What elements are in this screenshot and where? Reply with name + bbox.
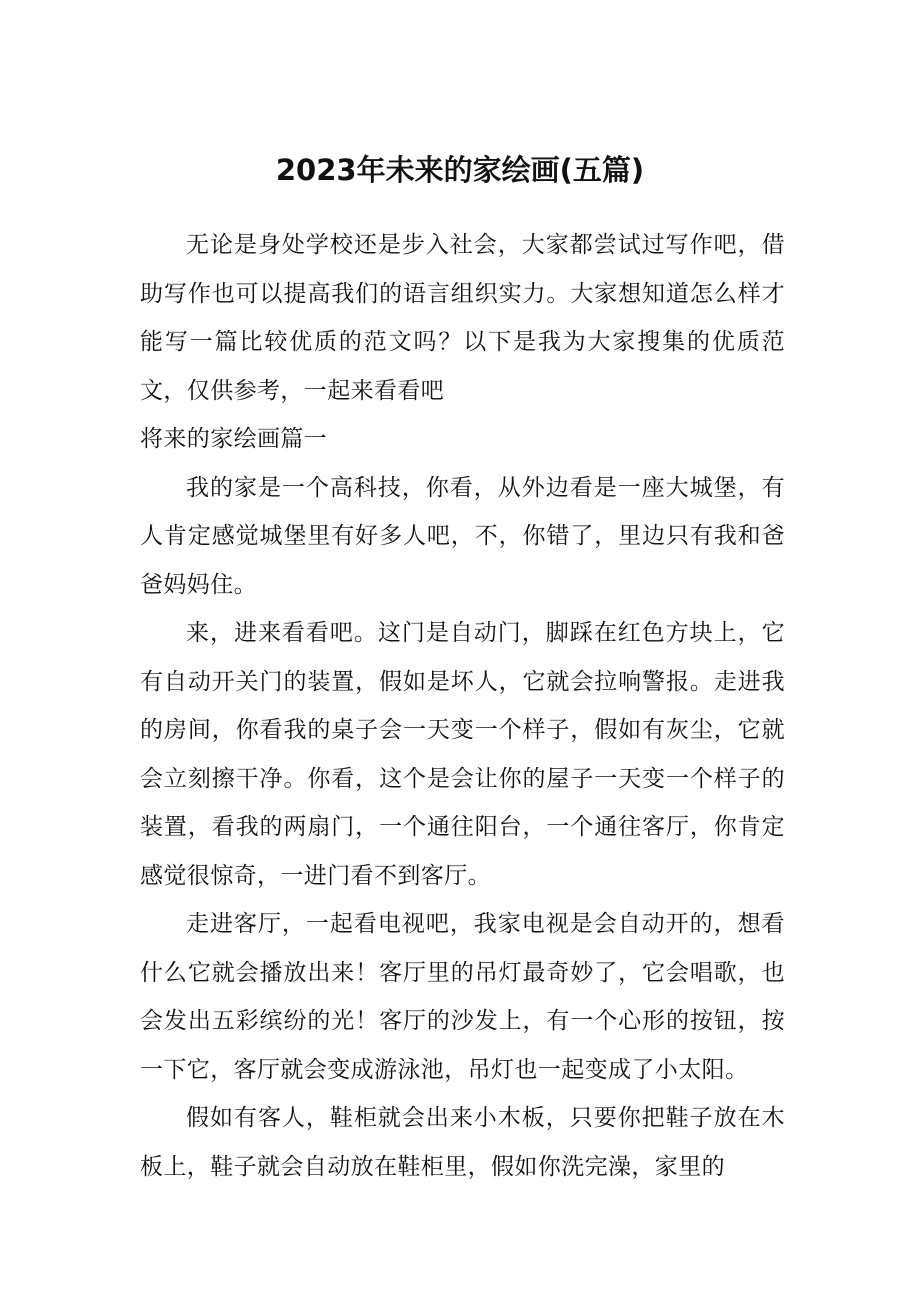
intro-paragraph: 无论是身处学校还是步入社会，大家都尝试过写作吧，借助写作也可以提高我们的语言组织实力。大家想知道怎么样才能写一篇比较优质的范文吗？以下是我为大家搜集的优质范文，仅供参考，一起来看看吧 [140, 232, 785, 404]
section-heading: 将来的家绘画篇一 [140, 426, 328, 452]
document-body [140, 221, 785, 1191]
body-paragraph: 走进客厅，一起看电视吧，我家电视是会自动开的，想看什么它就会播放出来！客厅里的吊灯最奇妙了，它会唱歌，也会发出五彩缤纷的光！客厅的沙发上，有一个心形的按钮，按一下它，客厅就会变成游泳池，吊灯也一起变成了小太阳。 [140, 911, 785, 1083]
document-title: 2023年未来的家绘画(五篇) [275, 153, 645, 187]
body-paragraph: 我的家是一个高科技，你看，从外边看是一座大城堡，有人肯定感觉城堡里有好多人吧，不，你错了，里边只有我和爸爸妈妈住。 [140, 474, 785, 598]
body-paragraph: 来，进来看看吧。这门是自动门，脚踩在红色方块上，它有自动开关门的装置，假如是坏人，它就会拉响警报。走进我的房间，你看我的桌子会一天变一个样子，假如有灰尘，它就会立刻擦干净。你看，这个是会让你的屋子一天变一个样子的装置，看我的两扇门，一个通往阳台，一个通往客厅，你肯定感觉很惊奇，一进门看不到客厅。 [140, 620, 785, 889]
body-paragraph: 假如有客人，鞋柜就会出来小木板，只要你把鞋子放在木板上，鞋子就会自动放在鞋柜里，假如你洗完澡，家里的 [140, 1105, 785, 1180]
